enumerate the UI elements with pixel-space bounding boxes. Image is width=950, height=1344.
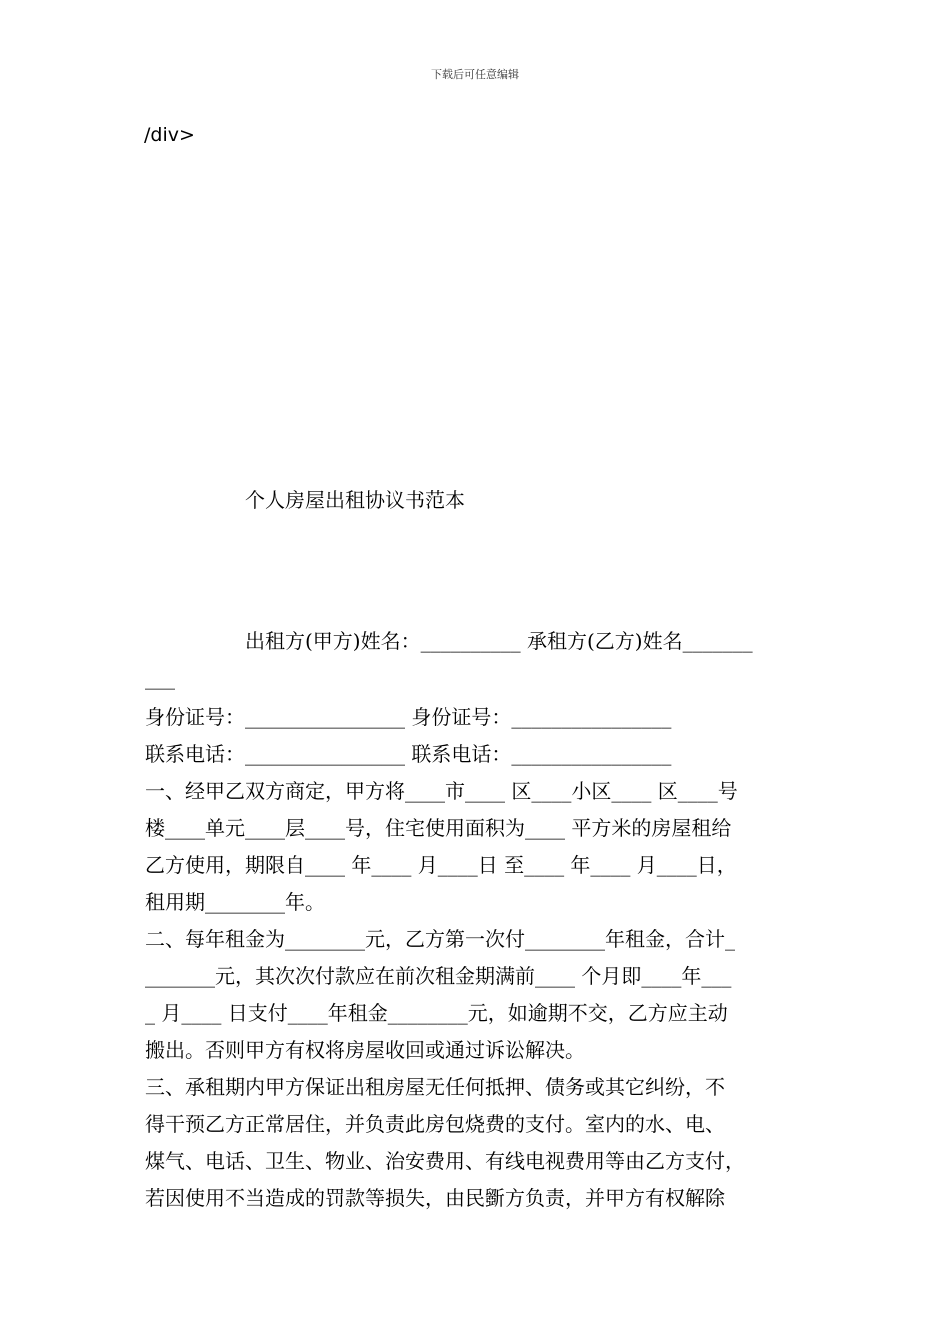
clause-3-line-3: 煤气、电话、卫生、物业、治安费用、有线电视费用等由乙方支付，	[145, 1149, 745, 1173]
party-names-line: 出租方(甲方)姓名：__________ 承租方(乙方)姓名_______	[245, 629, 753, 653]
clause-1-line-3: 乙方使用，期限自____ 年____ 月____日 至____ 年____ 月____日，	[145, 853, 737, 877]
clause-2-line-3: _ 月____ 日支付____年租金________元，如逾期不交，乙方应主动	[145, 1001, 728, 1025]
phone-line: 联系电话：________________ 联系电话：________________	[145, 742, 672, 766]
page-header: 下载后可任意编辑	[431, 68, 519, 81]
clause-3-line-1: 三、承租期内甲方保证出租房屋无任何抵押、债务或其它纠纷，不	[145, 1075, 725, 1099]
clause-2-line-4: 搬出。否则甲方有权将房屋收回或通过诉讼解决。	[145, 1038, 585, 1062]
stray-markup-text: /div>	[144, 124, 195, 146]
document-title: 个人房屋出租协议书范本	[245, 488, 465, 512]
clause-3-line-4: 若因使用不当造成的罚款等损失，由民斵方负责，并甲方有权解除	[145, 1186, 725, 1210]
id-number-line: 身份证号：________________ 身份证号：________________	[145, 705, 672, 729]
party-names-line-wrap: ___	[145, 666, 175, 690]
contract-body	[145, 699, 830, 1217]
clause-1-line-4: 租用期________年。	[145, 890, 325, 914]
clause-1-line-2: 楼____单元____层____号，住宅使用面积为____ 平方米的房屋租给	[145, 816, 732, 840]
clause-2-line-1: 二、每年租金为________元，乙方第一次付________年租金，合计_	[145, 927, 735, 951]
clause-3-line-2: 得干预乙方正常居住，并负责此房包烧费的支付。室内的水、电、	[145, 1112, 725, 1136]
clause-2-line-2: _______元，其次次付款应在前次租金期满前____ 个月即____年___	[145, 964, 732, 988]
party-names-block	[145, 623, 830, 697]
clause-1-line-1: 一、经甲乙双方商定，甲方将____市____ 区____小区____ 区____号	[145, 779, 738, 803]
